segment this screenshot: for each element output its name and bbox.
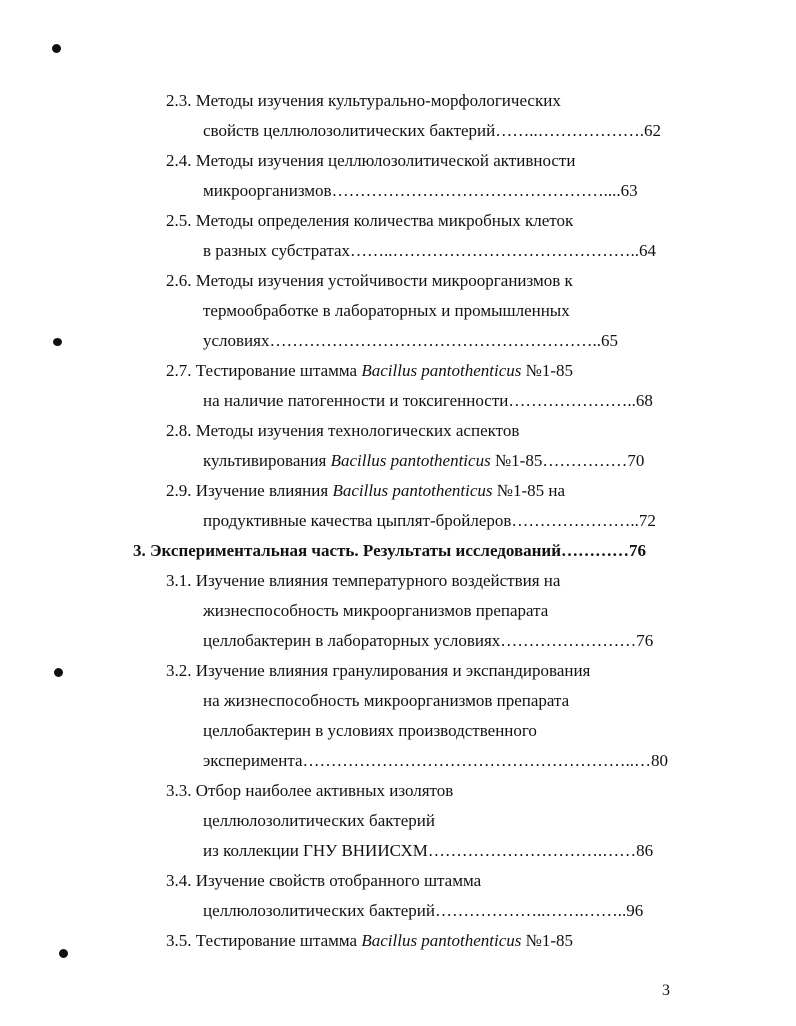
page-number: 3 bbox=[662, 982, 670, 999]
toc-line: культивирования Bacillus pantothenticus №1-85……………70 bbox=[203, 451, 645, 470]
toc-line: 2.6. Методы изучения устойчивости микроорганизмов к bbox=[166, 271, 573, 290]
toc-line: 2.5. Методы определения количества микробных клеток bbox=[166, 211, 574, 230]
toc-line: из коллекции ГНУ ВНИИСХМ………………………….……86 bbox=[203, 841, 654, 860]
scan-speck bbox=[53, 338, 62, 346]
toc-line: 2.9. Изучение влияния Bacillus pantothenticus №1-85 на bbox=[166, 481, 566, 500]
toc-line: свойств целлюлозолитических бактерий……..……………….62 bbox=[203, 121, 661, 140]
toc-line: 3. Экспериментальная часть. Результаты исследований…………76 bbox=[133, 541, 647, 560]
scan-speck bbox=[59, 949, 68, 958]
toc-line: 3.2. Изучение влияния гранулирования и экспандирования bbox=[166, 661, 591, 680]
toc-line: 2.3. Методы изучения культурально-морфологических bbox=[166, 91, 561, 110]
toc-line: эксперимента…………………………………………………..…80 bbox=[203, 751, 669, 770]
toc-line: в разных субстратах……..……………………………………..64 bbox=[203, 241, 657, 260]
toc-line: жизнеспособность микроорганизмов препарата bbox=[203, 601, 549, 620]
toc-line: 2.7. Тестирование штамма Bacillus pantothenticus №1-85 bbox=[166, 361, 574, 380]
toc-line: 3.1. Изучение влияния температурного воздействия на bbox=[166, 571, 561, 590]
toc-line: 2.4. Методы изучения целлюлозолитической активности bbox=[166, 151, 576, 170]
toc-line: на жизнеспособность микроорганизмов препарата bbox=[203, 691, 570, 710]
toc-line: условиях…………………………………………………..65 bbox=[203, 331, 618, 350]
toc-line: микроорганизмов…………………………………………....63 bbox=[203, 181, 638, 200]
toc-line: 3.4. Изучение свойств отобранного штамма bbox=[166, 871, 482, 890]
toc-line: 2.8. Методы изучения технологических аспектов bbox=[166, 421, 520, 440]
toc-line: 3.5. Тестирование штамма Bacillus pantothenticus №1-85 bbox=[166, 931, 574, 950]
toc-line: целлобактерин в лабораторных условиях……………………76 bbox=[203, 631, 654, 650]
toc-line: термообработке в лабораторных и промышленных bbox=[203, 301, 570, 320]
toc-line: целлюлозолитических бактерий bbox=[203, 811, 435, 830]
scan-speck bbox=[52, 44, 61, 53]
toc-line: целлюлозолитических бактерий………………..…….……..96 bbox=[203, 901, 644, 920]
scan-speck bbox=[54, 668, 63, 677]
toc-line: 3.3. Отбор наиболее активных изолятов bbox=[166, 781, 454, 800]
toc-line: на наличие патогенности и токсигенности…………………..68 bbox=[203, 391, 653, 410]
toc-line: целлобактерин в условиях производственного bbox=[203, 721, 537, 740]
toc-line: продуктивные качества цыплят-бройлеров…………………..72 bbox=[203, 511, 656, 530]
